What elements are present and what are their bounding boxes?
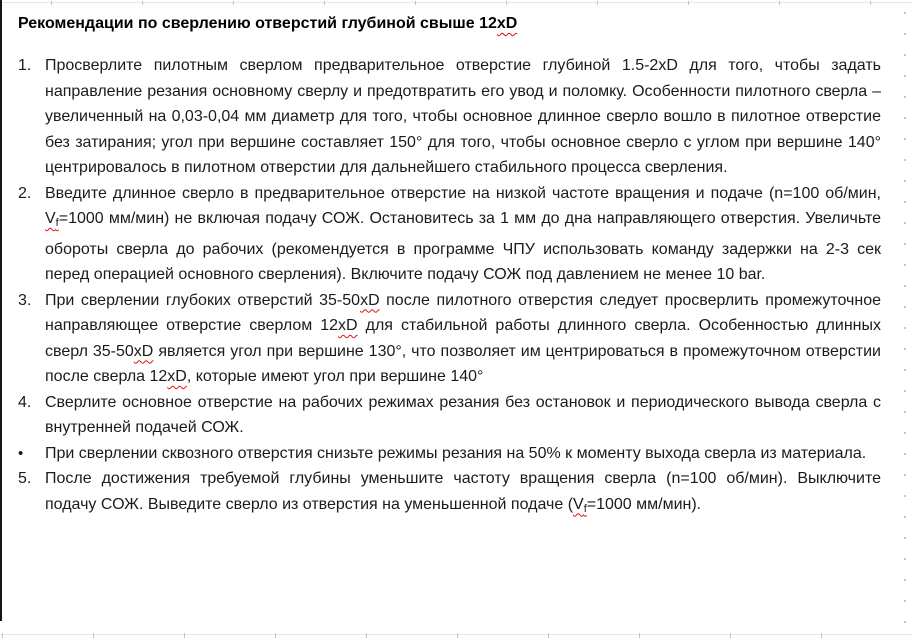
list-text: Сверлите основное отверстие на рабочих режимах резания без остановок и периодического вывода сверла с внутренней подачей СОЖ.	[45, 393, 881, 436]
list-text: При сверлении сквозного отверстия снизьте режимы резания на 50% к моменту выхода сверла из материала.	[45, 444, 867, 462]
list-text: Просверлите пилотным сверлом предварительное отверстие глубиной 1.5-2xD для того, чтобы задать направление резания основному сверлу и предотвратить его увод и поломку. Особенности пилотного сверла – увеличенный на 0,03-0,04 мм диаметр для того, чтобы основное длинное сверло вошло в пилотное отверстие без затирания; угол при вершине составляет 150° для того, чтобы основное сверло с углом при вершине 140° центрировалось в пилотном отверстии для дальнейшего стабильного процесса сверления.	[45, 57, 881, 176]
spellcheck-squiggle: xD	[360, 291, 380, 309]
list-text: После достижения требуемой глубины уменьшите частоту вращения сверла (n=100 об/мин). Выключите подачу СОЖ. Выведите сверло из отверстия на уменьшенной подаче ($V_f=1000$ мм/мин).	[45, 470, 881, 515]
list-item	[18, 390, 881, 441]
list-item	[18, 181, 881, 288]
spellcheck-squiggle: xD	[133, 342, 154, 360]
number-marker: 1.	[18, 57, 32, 74]
list-item	[18, 441, 881, 467]
instruction-list	[0, 53, 912, 522]
document-title: Рекомендации по сверлению отверстий глубиной свыше 12xD	[18, 15, 518, 32]
list-item	[18, 466, 881, 522]
spellcheck-squiggle: $V_f$	[45, 210, 59, 229]
grid-ruler-bottom	[0, 632, 912, 638]
list-item	[18, 53, 881, 181]
number-marker: 2.	[18, 184, 32, 202]
number-marker: 3.	[18, 291, 32, 309]
subscript-text: f	[55, 217, 59, 229]
bullet-marker: •	[18, 444, 24, 462]
spellcheck-squiggle: $V_f$	[573, 495, 587, 515]
spellcheck-squiggle: xD	[167, 368, 187, 385]
spellcheck-squiggle: xD	[338, 317, 358, 334]
list-item	[18, 288, 881, 390]
subscript-text: f	[583, 502, 587, 515]
list-text: Введите длинное сверло в предварительное отверстие на низкой частоте вращения и подаче (n=100 об/мин, $V_f=1000$ мм/мин) не включая подачу СОЖ. Остановитесь за 1 мм до дна направляющего отверстия. Увеличьте обороты сверла до рабочих (рекомендуется в программе ЧПУ использовать команду задержки на 2-3 сек перед операцией основного сверления). Включите подачу СОЖ под давлением не менее 10 bar.	[45, 184, 881, 283]
list-text: При сверлении глубоких отверстий 35-50xD после пилотного отверстия следует просверлить промежуточное направляющее отверстие сверлом 12xD для стабильной работы длинного сверла. Особенностью длинных сверл 35-50xD является угол при вершине 130°, что позволяет им центрироваться в промежуточном отверстии после сверла 12xD, которые имеют угол при вершине 140°	[45, 291, 882, 385]
number-marker: 5.	[18, 470, 32, 487]
spellcheck-squiggle: xD	[496, 15, 518, 32]
number-marker: 4.	[18, 393, 32, 411]
